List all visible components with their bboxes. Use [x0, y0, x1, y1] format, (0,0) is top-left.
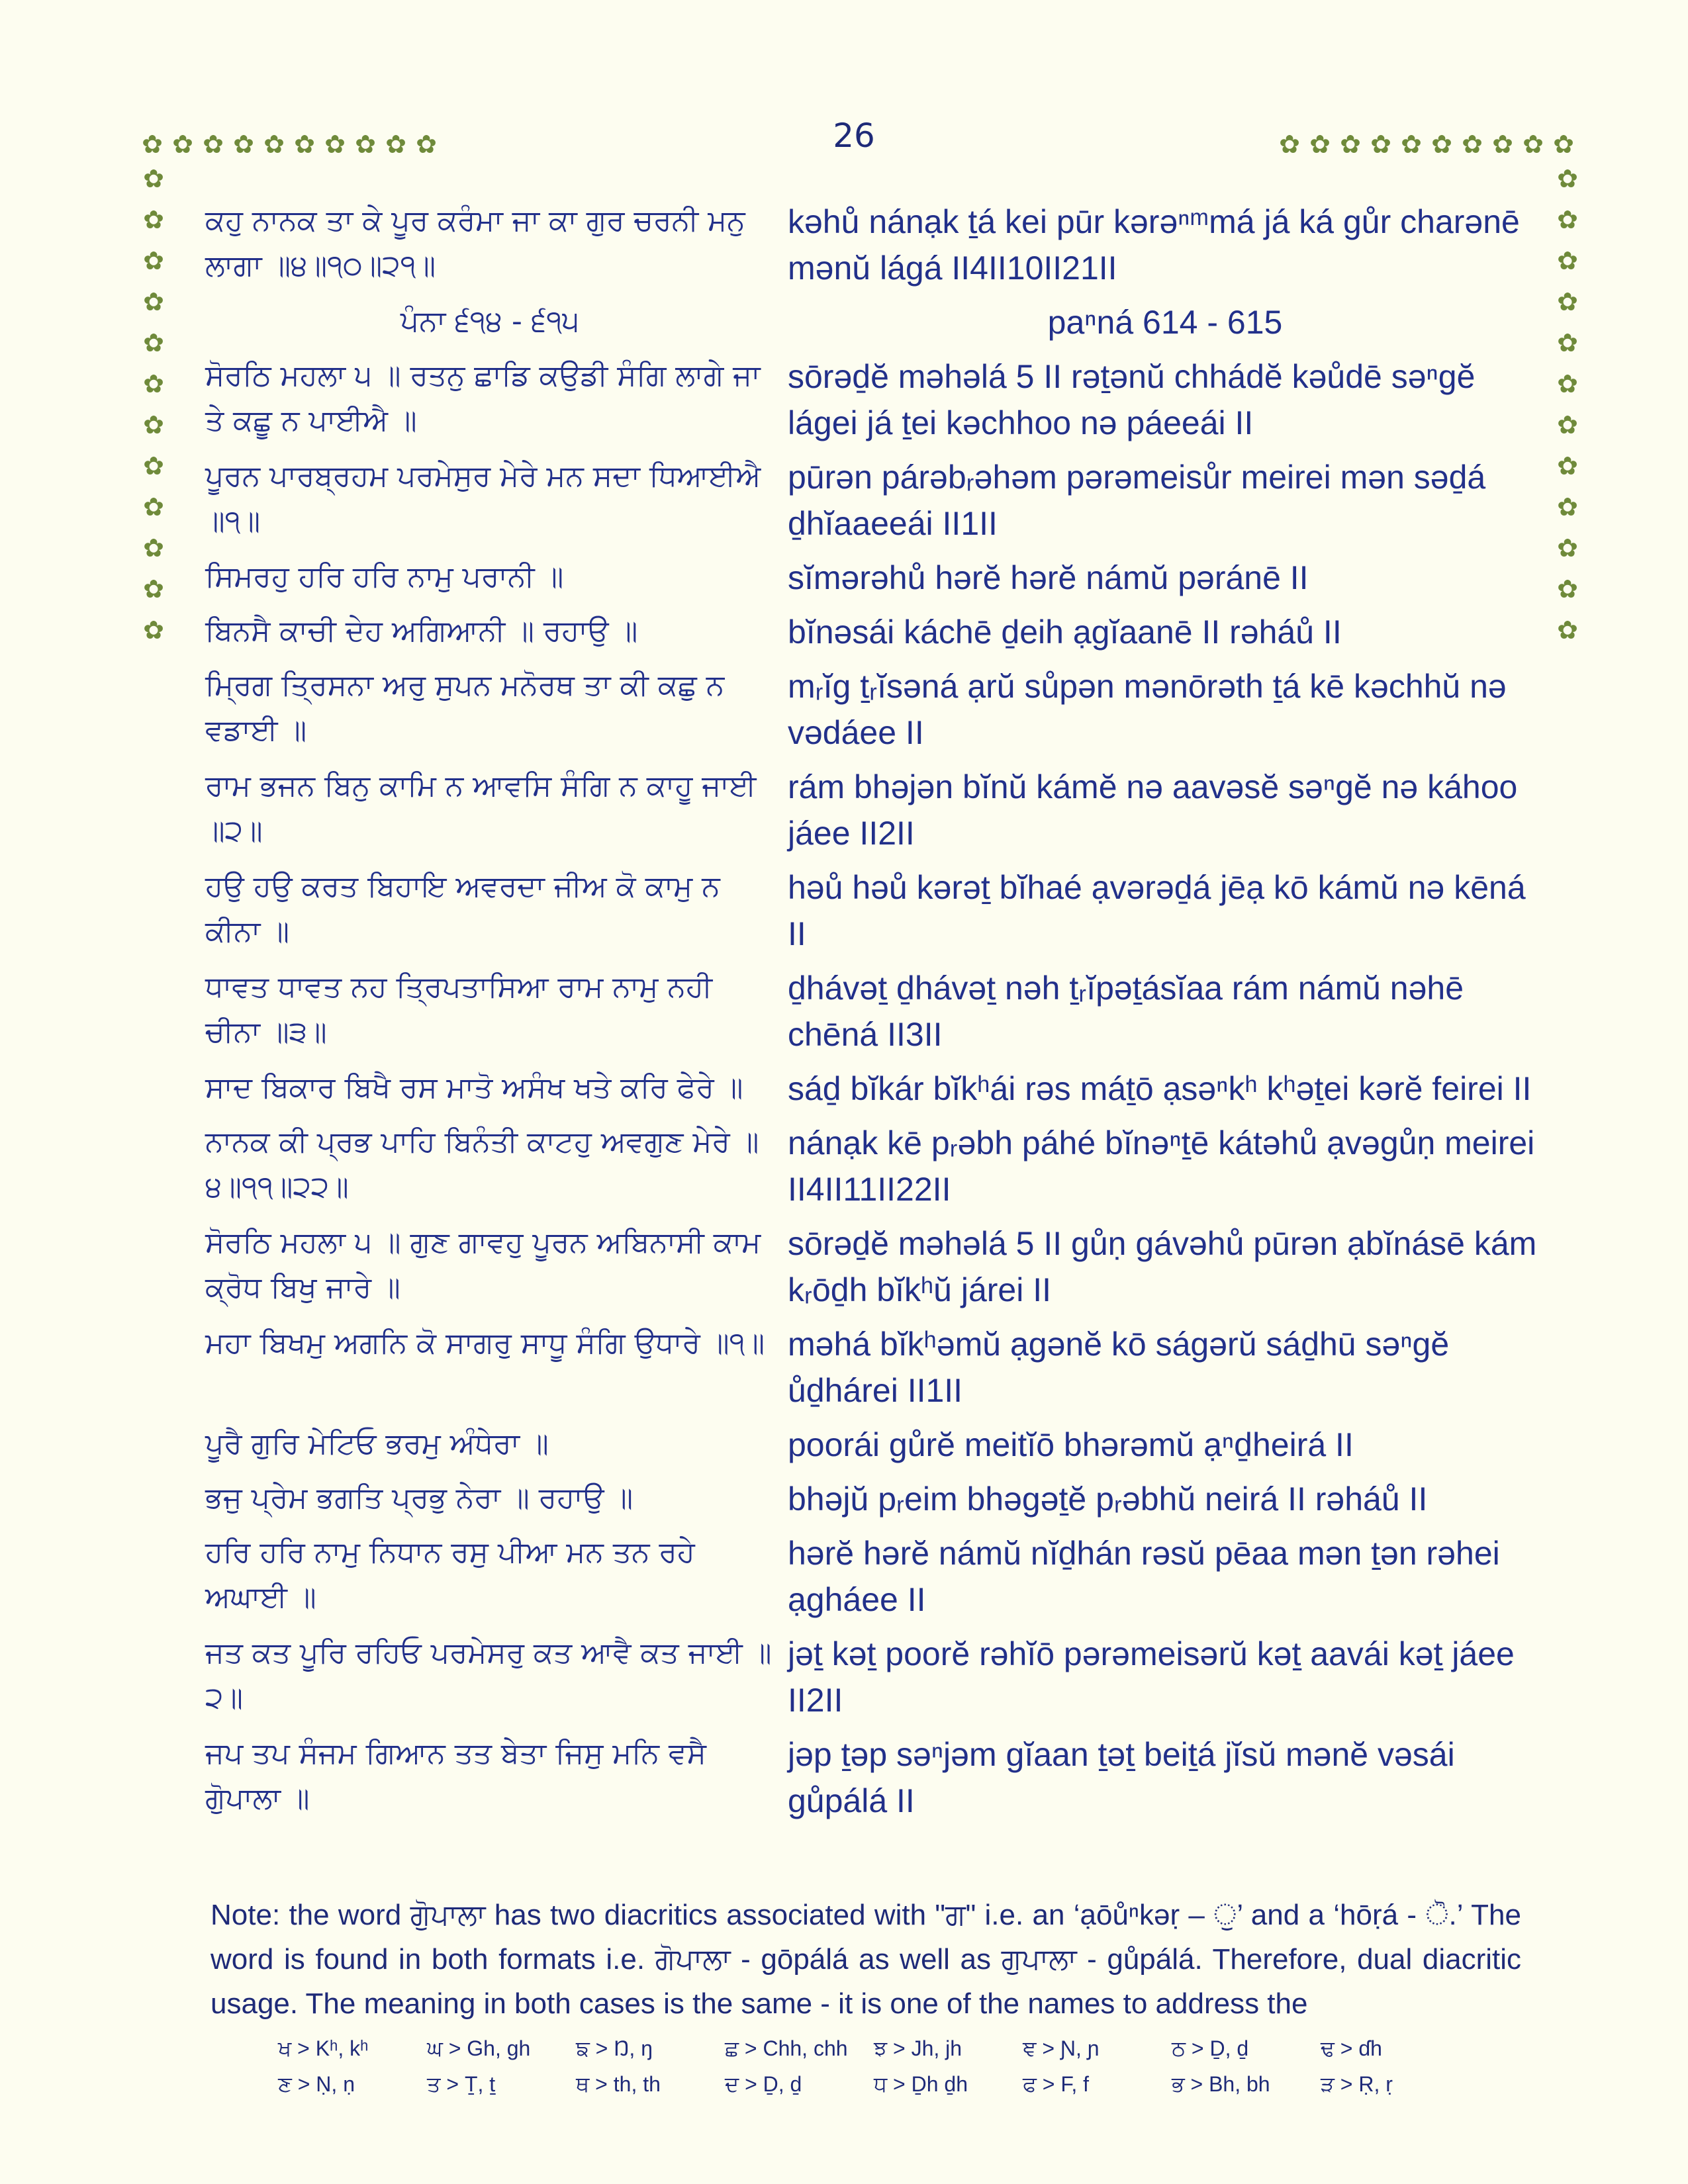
verse-row	[205, 1321, 1542, 1414]
flower-border-top-right	[1278, 131, 1575, 158]
flower-icon: ✿	[143, 205, 164, 234]
transliteration-text: sōrəḏĕ məhəlá 5 II gůṇ gávəhů pūrən ạbĭnásē kám kᵣōḏh bĭkʰŭ járei II	[788, 1225, 1537, 1308]
flower-icon: ✿	[1557, 246, 1578, 275]
flower-icon: ✿	[416, 130, 437, 159]
flower-icon: ✿	[143, 492, 164, 522]
flower-border-right	[1554, 165, 1581, 658]
gurmukhi-text: ਸੋਰਠਿ ਮਹਲਾ ੫ ॥ ਰਤਨੁ ਛਾਡਿ ਕਉਡੀ ਸੰਗਿ ਲਾਗੇ ਜਾ ਤੇ ਕਛੂ ਨ ਪਾਈਐ ॥	[205, 359, 761, 437]
flower-icon: ✿	[143, 369, 164, 398]
flower-icon: ✿	[1557, 287, 1578, 316]
legend-item: ਘ > Gh, gh	[427, 2036, 531, 2060]
flower-icon: ✿	[203, 130, 224, 159]
legend-item: ਤ > Ṯ, ṯ	[427, 2072, 496, 2096]
verse-row	[205, 864, 1542, 957]
transliteration-text: poorái gůrĕ meitĭō bhərəmŭ ạⁿḏheirá II	[788, 1426, 1354, 1463]
gurmukhi-text: ਕਹੁ ਨਾਨਕ ਤਾ ਕੇ ਪੂਰ ਕਰੰਮਾ ਜਾ ਕਾ ਗੁਰ ਚਰਨੀ ਮਨੁ ਲਾਗਾ ॥੪॥੧੦॥੨੧॥	[205, 204, 745, 283]
transliteration-page-reference: paⁿná 614 - 615	[1047, 304, 1283, 341]
gurmukhi-text: ਮਹਾ ਬਿਖਮੁ ਅਗਨਿ ਕੋ ਸਾਗਰੁ ਸਾਧੂ ਸੰਗਿ ਉਧਾਰੇ ॥੧॥	[205, 1326, 765, 1360]
flower-icon: ✿	[143, 164, 164, 193]
flower-icon: ✿	[263, 130, 285, 159]
legend-item: ਫ > F, f	[1023, 2072, 1090, 2096]
transliteration-text: kəhů nánạk ṯá kei pūr kərəⁿᵐmá já ká gůr charənē mənŭ lágá II4II10II21II	[788, 203, 1520, 287]
gurmukhi-text: ਪੂਰਨ ਪਾਰਬ੍ਰਹਮ ਪਰਮੇਸੁਰ ਮੇਰੇ ਮਨ ਸਦਾ ਧਿਆਈਐ ॥੧॥	[205, 459, 761, 538]
verse-row	[205, 1220, 1542, 1313]
flower-icon: ✿	[1557, 369, 1578, 398]
transliteration-text: jəp ṯəp səⁿjəm gĭaan ṯəṯ beiṯá jĭsŭ mənĕ vəsái gůpálá II	[788, 1736, 1455, 1819]
flower-icon: ✿	[385, 130, 406, 159]
legend-item: ੜ > Ṛ, ṛ	[1321, 2072, 1393, 2096]
flower-border-left	[140, 165, 167, 658]
legend-item: ਞ > Ɲ, ɲ	[1023, 2036, 1100, 2060]
verse-row	[205, 1731, 1542, 1824]
footnote-text: Note: the word ਗੋੁਪਾਲਾ has two diacritics associated with "ਗ" i.e. an ‘ạōůⁿkəṛ – ੁ’ and a ‘hōṛá - ੋ.’ The word is found in both formats i.e. ਗੋਪਾਲਾ - gōpálá as well as ਗੁਪਾਲਾ - gůpálá. Therefore, dual diacritic usage. The meaning in both cases is the same - it is one of the names to address the	[211, 1899, 1521, 2020]
transliteration-text: bĭnəsái káchē ḏeih ạgĭaanē II rəháů II	[788, 614, 1342, 651]
verse-row	[205, 663, 1542, 756]
gurmukhi-text: ਸਿਮਰਹੁ ਹਰਿ ਹਰਿ ਨਾਮੁ ਪਰਾਨੀ ॥	[205, 560, 564, 594]
verse-row	[205, 1530, 1542, 1623]
flower-icon: ✿	[1557, 164, 1578, 193]
verse-row	[205, 965, 1542, 1058]
flower-icon: ✿	[143, 328, 164, 357]
flower-icon: ✿	[143, 246, 164, 275]
legend-item: ਣ > Ṇ, ṇ	[278, 2072, 355, 2096]
transliteration-text: nánạk kē pᵣəbh páhé bĭnəⁿṯē kátəhů ạvəgůṇ meirei II4II11II22II	[788, 1124, 1535, 1208]
legend-item: ਭ > Bh, bh	[1172, 2072, 1270, 2096]
legend-row	[278, 2066, 1470, 2102]
flower-icon: ✿	[1401, 130, 1422, 159]
verse-row	[205, 199, 1542, 291]
legend-row	[278, 2030, 1470, 2066]
verse-row	[205, 764, 1542, 856]
flower-icon: ✿	[1523, 130, 1544, 159]
gurmukhi-page-reference: ਪੰਨਾ ੬੧੪ - ੬੧੫	[400, 304, 580, 338]
transliteration-text: pūrən párəbᵣəhəm pərəmeisůr meirei mən səḏá ḏhĭaaeeái II1II	[788, 459, 1486, 542]
gurmukhi-text: ਹਰਿ ਹਰਿ ਨਾਮੁ ਨਿਧਾਨ ਰਸੁ ਪੀਆ ਮਨ ਤਨ ਰਹੇ ਅਘਾਈ ॥	[205, 1535, 695, 1614]
verse-list	[205, 199, 1542, 1832]
flower-icon: ✿	[1557, 451, 1578, 480]
page-number: 26	[833, 116, 875, 155]
transliteration-text: sōrəḏĕ məhəlá 5 II rəṯənŭ chhádĕ kəůdē səⁿgĕ lágei já ṯei kəchhoo nə páeeái II	[788, 358, 1476, 441]
legend-item: ਢ > ɗh	[1321, 2036, 1382, 2060]
flower-icon: ✿	[1492, 130, 1513, 159]
gurmukhi-text: ਮ੍ਰਿਗ ਤ੍ਰਿਸਨਾ ਅਰੁ ਸੁਪਨ ਮਨੋਰਥ ਤਾ ਕੀ ਕਛੁ ਨ ਵਡਾਈ ॥	[205, 668, 725, 747]
flower-icon: ✿	[1557, 492, 1578, 522]
legend-item: ਛ > Chh, chh	[725, 2036, 848, 2060]
flower-icon: ✿	[1340, 130, 1361, 159]
transliteration-text: həů həů kərəṯ bĭhaé ạvərəḏá jēạ kō kámŭ nə kēná II	[788, 869, 1526, 952]
flower-icon: ✿	[143, 574, 164, 604]
legend-item: ਖ > Kʰ, kʰ	[278, 2036, 369, 2060]
verse-row	[205, 1422, 1542, 1468]
flower-icon: ✿	[1370, 130, 1391, 159]
legend-item: ਥ > th, th	[576, 2072, 661, 2096]
flower-icon: ✿	[1557, 574, 1578, 604]
flower-icon: ✿	[1557, 533, 1578, 563]
flower-icon: ✿	[143, 533, 164, 563]
transliteration-text: jəṯ kəṯ poorĕ rəhĭō pərəmeisərŭ kəṯ aavái kəṯ jáee II2II	[788, 1635, 1515, 1719]
flower-icon: ✿	[143, 451, 164, 480]
flower-icon: ✿	[1431, 130, 1452, 159]
flower-icon: ✿	[143, 615, 164, 645]
gurmukhi-text: ਸਾਦ ਬਿਕਾਰ ਬਿਖੈ ਰਸ ਮਾਤੋ ਅਸੰਖ ਖਤੇ ਕਰਿ ਫੇਰੇ ॥	[205, 1071, 743, 1105]
legend-item: ਧ > Ḏh ḏh	[874, 2072, 968, 2096]
gurmukhi-text: ਰਾਮ ਭਜਨ ਬਿਨੁ ਕਾਮਿ ਨ ਆਵਸਿ ਸੰਗਿ ਨ ਕਾਹੂ ਜਾਈ ॥੨॥	[205, 769, 757, 848]
gurmukhi-text: ਨਾਨਕ ਕੀ ਪ੍ਰਭ ਪਾਹਿ ਬਿਨੰਤੀ ਕਾਟਹੁ ਅਵਗੁਣ ਮੇਰੇ ॥੪॥੧੧॥੨੨॥	[205, 1125, 759, 1204]
flower-icon: ✿	[143, 287, 164, 316]
transliteration-text: sĭmərəhů hərĕ hərĕ námŭ pəránē II	[788, 559, 1309, 596]
flower-icon: ✿	[1557, 615, 1578, 645]
flower-icon: ✿	[355, 130, 376, 159]
transliteration-text: bhəjŭ pᵣeim bhəgəṯĕ pᵣəbhŭ neirá II rəháů II	[788, 1480, 1428, 1518]
gurmukhi-text: ਜਪ ਤਪ ਸੰਜਮ ਗਿਆਨ ਤਤ ਬੇਤਾ ਜਿਸੁ ਮਨਿ ਵਸੈ ਗੋੁਪਾਲਾ ॥	[205, 1737, 706, 1815]
flower-icon: ✿	[1557, 328, 1578, 357]
flower-icon: ✿	[142, 130, 163, 159]
flower-icon: ✿	[143, 410, 164, 439]
flower-icon: ✿	[172, 130, 193, 159]
flower-icon: ✿	[1553, 130, 1574, 159]
flower-icon: ✿	[233, 130, 254, 159]
transliteration-text: sáḏ bĭkár bĭkʰái rəs máṯō ạsəⁿkʰ kʰəṯei kərĕ feirei II	[788, 1070, 1532, 1107]
flower-icon: ✿	[324, 130, 346, 159]
verse-row	[205, 1631, 1542, 1723]
flower-border-top-left	[140, 131, 438, 158]
gurmukhi-text: ਹਉ ਹਉ ਕਰਤ ਬਿਹਾਇ ਅਵਰਦਾ ਜੀਅ ਕੋ ਕਾਮੁ ਨ ਕੀਨਾ ॥	[205, 870, 720, 948]
flower-icon: ✿	[1557, 410, 1578, 439]
verse-row	[205, 454, 1542, 547]
gurmukhi-text: ਸੋਰਠਿ ਮਹਲਾ ੫ ॥ ਗੁਣ ਗਾਵਹੁ ਪੂਰਨ ਅਬਿਨਾਸੀ ਕਾਮ ਕ੍ਰੋਧ ਬਿਖੁ ਜਾਰੇ ॥	[205, 1226, 761, 1304]
verse-row	[205, 353, 1542, 446]
legend-item: ਠ > Ḏ, ḏ	[1172, 2036, 1249, 2060]
legend-item: ਙ > Ŋ, ŋ	[576, 2036, 653, 2060]
transliteration-text: mᵣĭg ṯᵣĭsəná ạrŭ sůpən mənōrəth ṯá kē kəchhŭ nə vədáee II	[788, 668, 1507, 751]
transliteration-text: rám bhəjən bĭnŭ kámĕ nə aavəsĕ səⁿgĕ nə káhoo jáee II2II	[788, 768, 1518, 852]
verse-row	[205, 555, 1542, 601]
flower-icon: ✿	[1309, 130, 1331, 159]
legend-item: ਝ > Jh, jh	[874, 2036, 962, 2060]
transliteration-text: hərĕ hərĕ námŭ nĭḏhán rəsŭ pēaa mən ṯən rəhei ạgháee II	[788, 1535, 1500, 1618]
gurmukhi-text: ਬਿਨਸੈ ਕਾਚੀ ਦੇਹ ਅਗਿਆਨੀ ॥ ਰਹਾਉ ॥	[205, 614, 638, 648]
verse-row	[205, 1120, 1542, 1212]
verse-row	[205, 609, 1542, 655]
flower-icon: ✿	[1462, 130, 1483, 159]
flower-icon: ✿	[294, 130, 315, 159]
flower-icon: ✿	[1557, 205, 1578, 234]
verse-row	[205, 1476, 1542, 1522]
verse-row	[205, 1066, 1542, 1112]
gurmukhi-text: ਧਾਵਤ ਧਾਵਤ ਨਹ ਤ੍ਰਿਪਤਾਸਿਆ ਰਾਮ ਨਾਮੁ ਨਹੀ ਚੀਨਾ ॥੩॥	[205, 970, 713, 1049]
transliteration-text: məhá bĭkʰəmŭ ạgənĕ kō ságərŭ sáḏhū səⁿgĕ ůḏhárei II1II	[788, 1326, 1450, 1409]
transliteration-text: ḏhávəṯ ḏhávəṯ nəh ṯᵣĭpəṯásĭaa rám námŭ nəhē chēná II3II	[788, 970, 1464, 1053]
flower-icon: ✿	[1279, 130, 1300, 159]
gurmukhi-text: ਪੂਰੈ ਗੁਰਿ ਮੇਟਿਓ ਭਰਮੁ ਅੰਧੇਰਾ ॥	[205, 1427, 549, 1461]
transliteration-legend	[278, 2030, 1470, 2102]
gurmukhi-text: ਭਜੁ ਪ੍ਰੇਮ ਭਗਤਿ ਪ੍ਰਭੁ ਨੇਰਾ ॥ ਰਹਾਉ ॥	[205, 1481, 633, 1515]
legend-item: ਦ > Ḏ, ḏ	[725, 2072, 802, 2096]
page-reference-row	[205, 299, 1542, 345]
gurmukhi-text: ਜਤ ਕਤ ਪੂਰਿ ਰਹਿਓ ਪਰਮੇਸਰੁ ਕਤ ਆਵੈ ਕਤ ਜਾਈ ॥੨॥	[205, 1636, 772, 1715]
